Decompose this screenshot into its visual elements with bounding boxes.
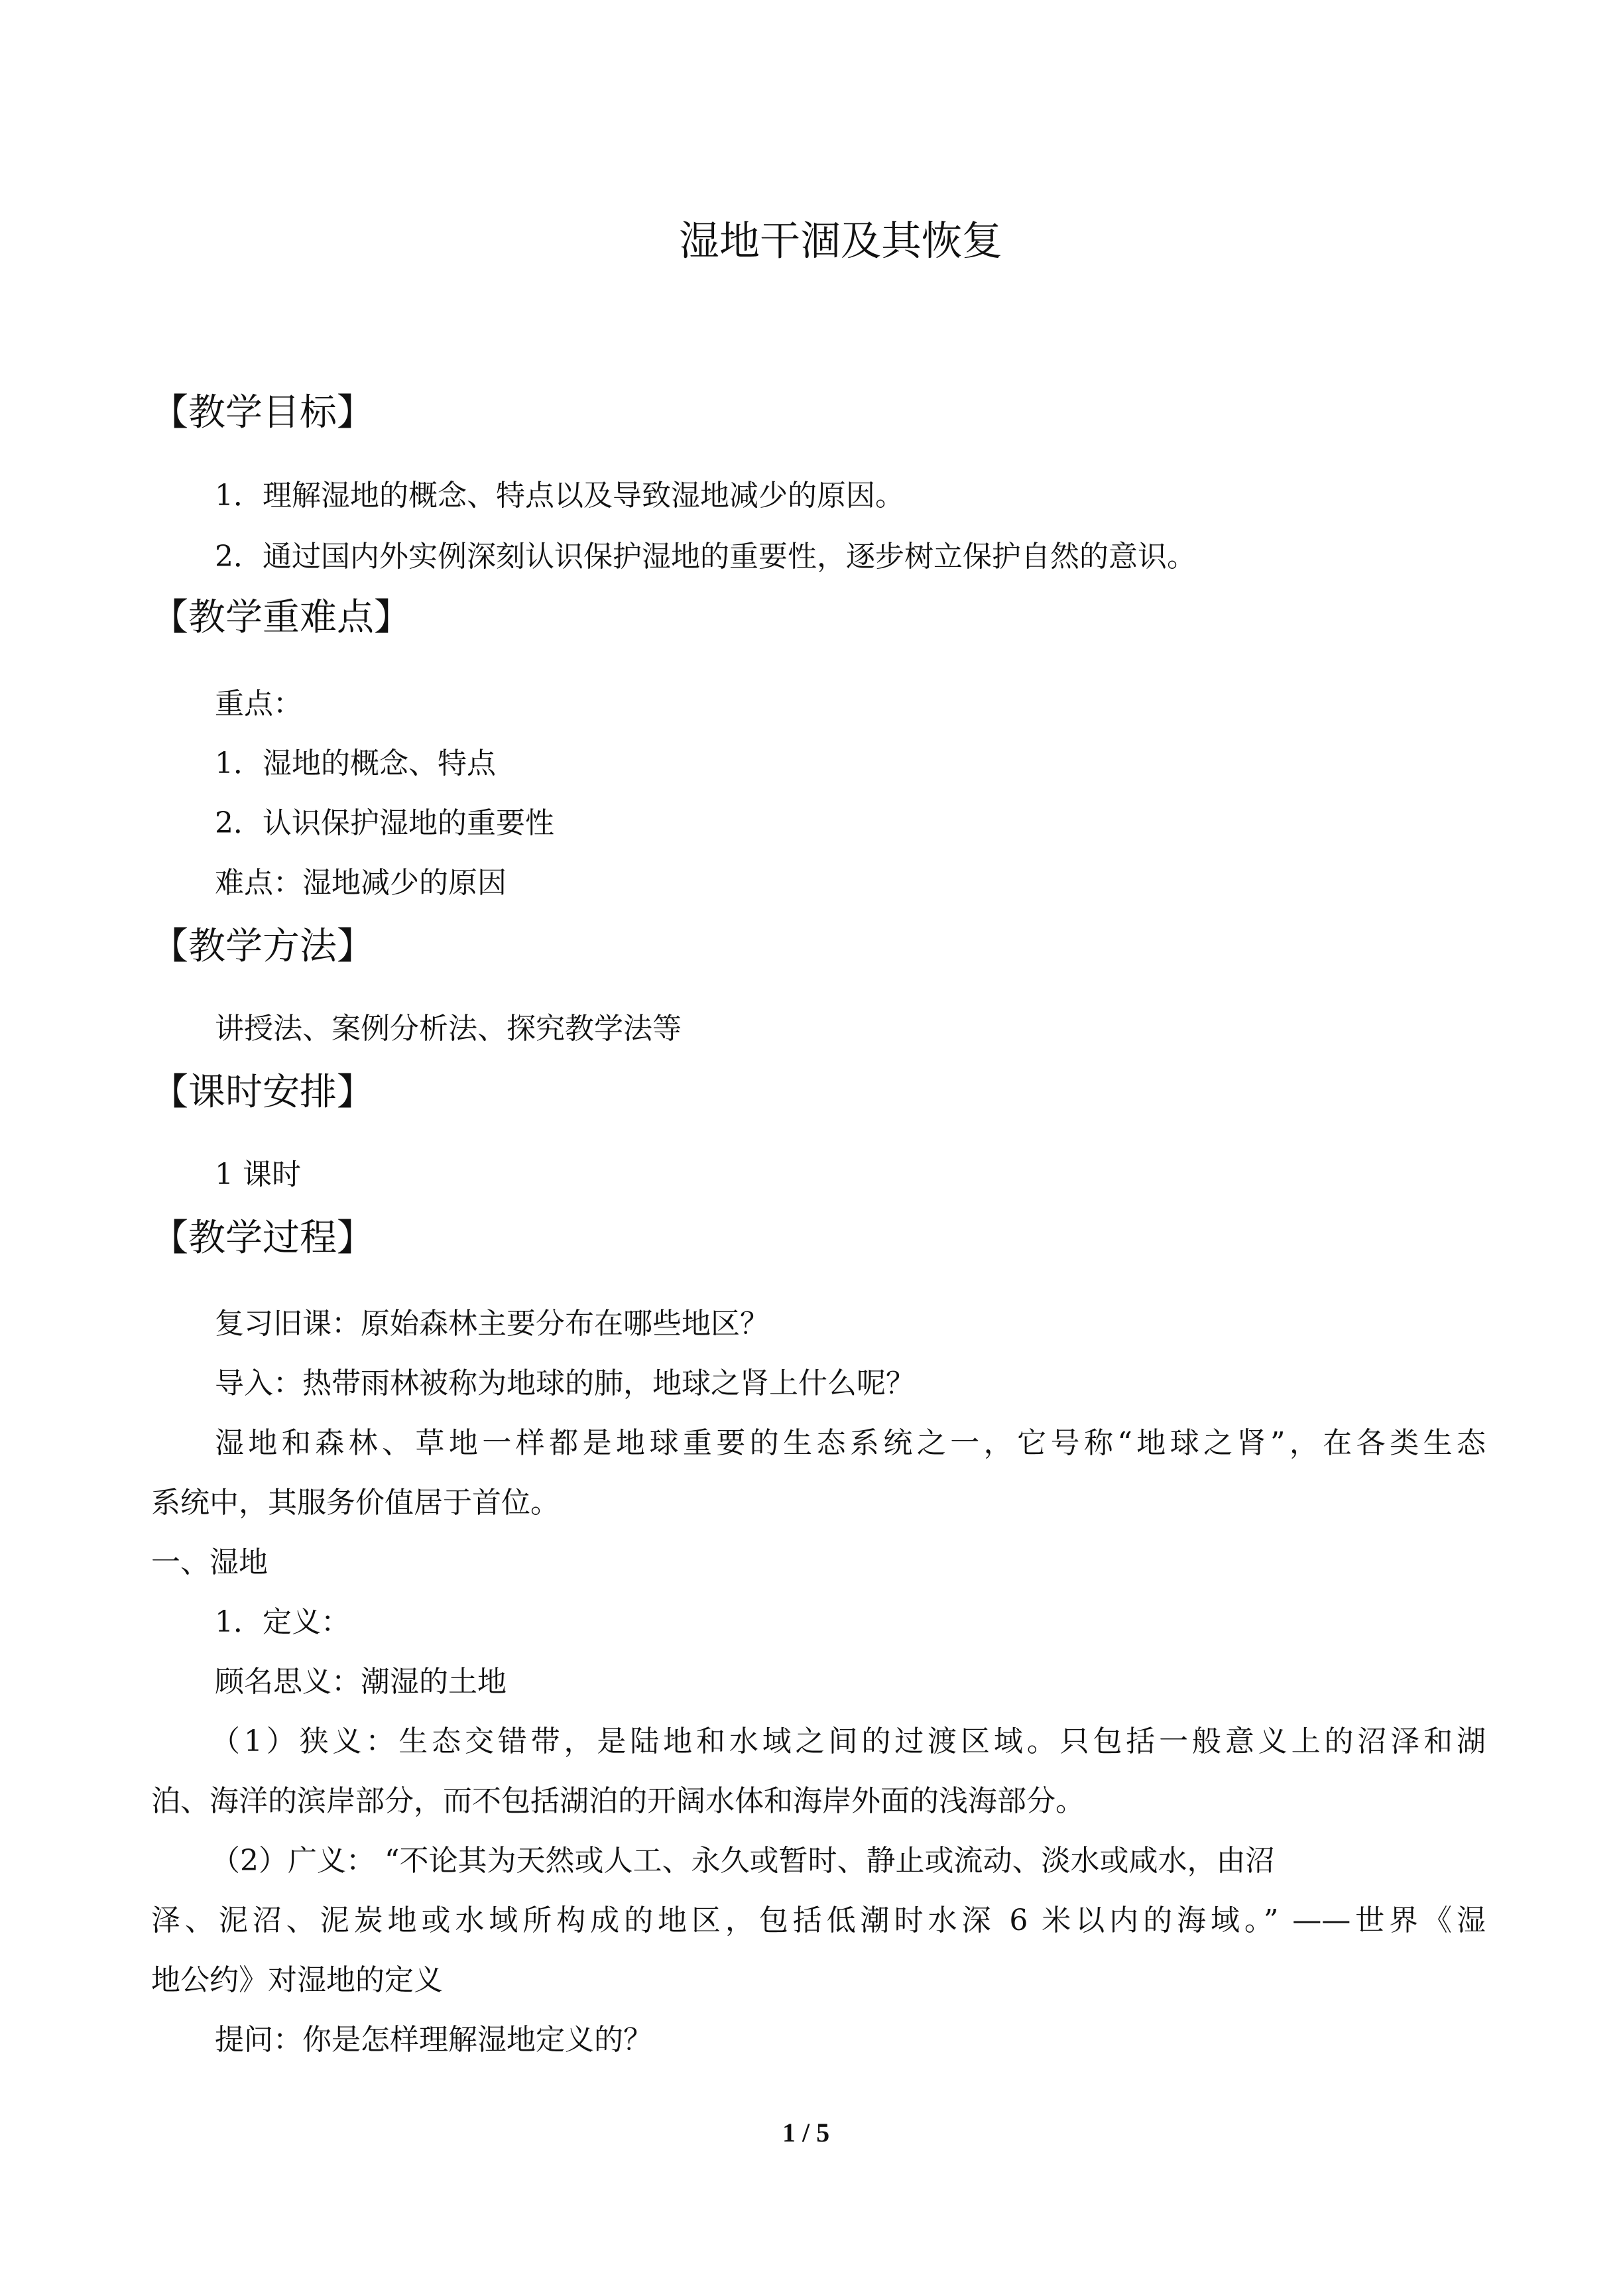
broad-definition-line-3: 地公约》对湿地的定义 [151,1963,443,1997]
heading-teaching-goals: 【教学目标】 [151,391,374,434]
difficulty-point: 难点：湿地减少的原因 [215,866,507,900]
intro-text: 导入：热带雨林被称为地球的肺，地球之肾上什么呢？ [215,1366,915,1400]
methods-text: 讲授法、案例分析法、探究教学法等 [215,1012,682,1046]
review-question: 复习旧课：原始森林主要分布在哪些地区？ [215,1307,769,1341]
heading-key-points: 【教学重难点】 [151,596,411,639]
heading-teaching-process: 【教学过程】 [151,1217,374,1260]
focus-item-2: 2．认识保护湿地的重要性 [215,806,554,840]
document-title: 湿地干涸及其恢复 [679,217,1003,265]
focus-item-1: 1．湿地的概念、特点 [215,747,496,780]
definition-label: 1．定义： [215,1605,350,1639]
literal-meaning: 顾名思义：潮湿的土地 [215,1665,507,1699]
heading-teaching-methods: 【教学方法】 [151,925,374,968]
paragraph-1-line-1: 湿地和森林、草地一样都是地球重要的生态系统之一，它号称“地球之肾”，在各类生态 [215,1426,1486,1460]
section-one-heading: 一、湿地 [151,1545,268,1579]
goal-item-1: 1．理解湿地的概念、特点以及导致湿地减少的原因。 [215,479,904,513]
page-indicator: 1 / 5 [782,2118,830,2147]
broad-definition-line-1: （2）广义： “不论其为天然或人工、永久或暂时、静止或流动、淡水或咸水，由沼 [211,1844,1275,1878]
narrow-definition-line-2: 泊、海洋的滨岸部分，而不包括湖泊的开阔水体和海岸外面的浅海部分。 [151,1784,1085,1818]
goal-item-2: 2．通过国内外实例深刻认识保护湿地的重要性，逐步树立保护自然的意识。 [215,540,1196,574]
narrow-definition-line-1: （1）狭义：生态交错带，是陆地和水域之间的过渡区域。只包括一般意义上的沼泽和湖 [211,1724,1486,1758]
schedule-text: 1 课时 [215,1158,301,1191]
question-text: 提问：你是怎样理解湿地定义的？ [215,2023,652,2057]
paragraph-1-line-2: 系统中，其服务价值居于首位。 [151,1486,560,1520]
heading-class-schedule: 【课时安排】 [151,1071,374,1114]
focus-label: 重点： [215,687,302,721]
broad-definition-line-2: 泽、泥沼、泥炭地或水域所构成的地区，包括低潮时水深 6 米以内的海域。” ——世界《湿 [151,1903,1486,1937]
